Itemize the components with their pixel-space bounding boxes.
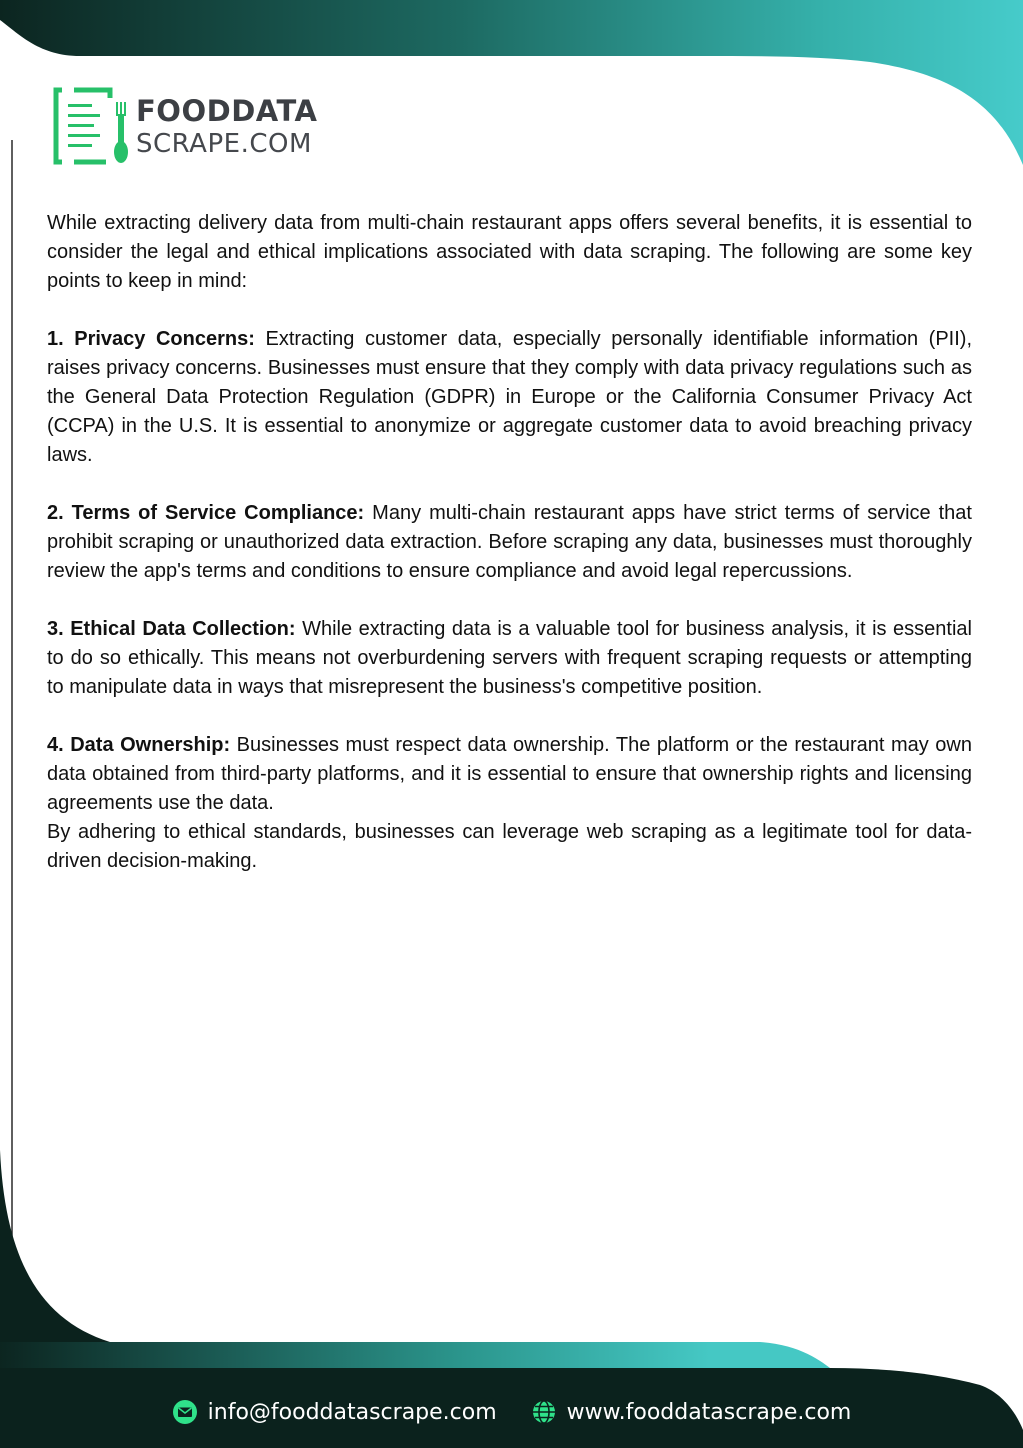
point-text: While extracting data is a valuable tool for business analysis, it is essential to do so ethically. This means not overburdening servers with frequent scraping requests or attempting to manipulate data in ways that misrepresent the business's competitive position.: [47, 618, 972, 698]
point-terms-of-service: [47, 499, 972, 586]
email-link[interactable]: info@fooddatascrape.com: [207, 1399, 497, 1425]
website-link[interactable]: www.fooddatascrape.com: [566, 1399, 852, 1425]
point-title: 1. Privacy Concerns:: [47, 328, 255, 350]
intro-paragraph: While extracting delivery data from multi-chain restaurant apps offers several benefits, it is essential to consider the legal and ethical implications associated with data scraping. The following are some key points to keep in mind:: [47, 212, 972, 292]
envelope-icon: [172, 1399, 198, 1425]
point-data-ownership: [47, 731, 972, 818]
brand-logo: [52, 86, 342, 170]
point-ethical-collection: [47, 615, 972, 702]
left-corner-curve: [0, 1150, 110, 1342]
point-title: 3. Ethical Data Collection:: [47, 618, 296, 640]
closing-paragraph: By adhering to ethical standards, businesses can leverage web scraping as a legitimate tool for data-driven decision-making.: [47, 821, 972, 872]
point-title: 2. Terms of Service Compliance:: [47, 502, 365, 524]
brand-name-line2: SCRAPE.COM: [136, 129, 312, 159]
point-text: Many multi-chain restaurant apps have strict terms of service that prohibit scraping or unauthorized data extraction. Before scraping any data, businesses must thoroughly review the app's terms and conditions to ensure compliance and avoid legal repercussions.: [47, 502, 972, 582]
footer-accent-band: [0, 1342, 835, 1372]
globe-icon: [531, 1399, 557, 1425]
point-title: 4. Data Ownership:: [47, 734, 231, 756]
brand-name-line1: FOODDATA: [136, 94, 318, 128]
contact-footer: [0, 1392, 1023, 1432]
point-privacy: [47, 325, 972, 470]
article-body: [47, 209, 972, 876]
footer-website[interactable]: [531, 1399, 852, 1425]
point-text: Businesses must respect data ownership. The platform or the restaurant may own data obtained from third-party platforms, and it is essential to ensure that ownership rights and licensing agreements use the data.: [47, 734, 973, 814]
footer-email[interactable]: [172, 1399, 497, 1425]
document-fork-logo-icon: [52, 86, 128, 166]
point-text: Extracting customer data, especially personally identifiable information (PII), raises privacy concerns. Businesses must ensure that they comply with data privacy regulations such as the General Data Protection Regulation (GDPR) in Europe or the California Consumer Privacy Act (CCPA) in the U.S. It is essential to anonymize or aggregate customer data to avoid breaching privacy laws.: [47, 328, 973, 466]
